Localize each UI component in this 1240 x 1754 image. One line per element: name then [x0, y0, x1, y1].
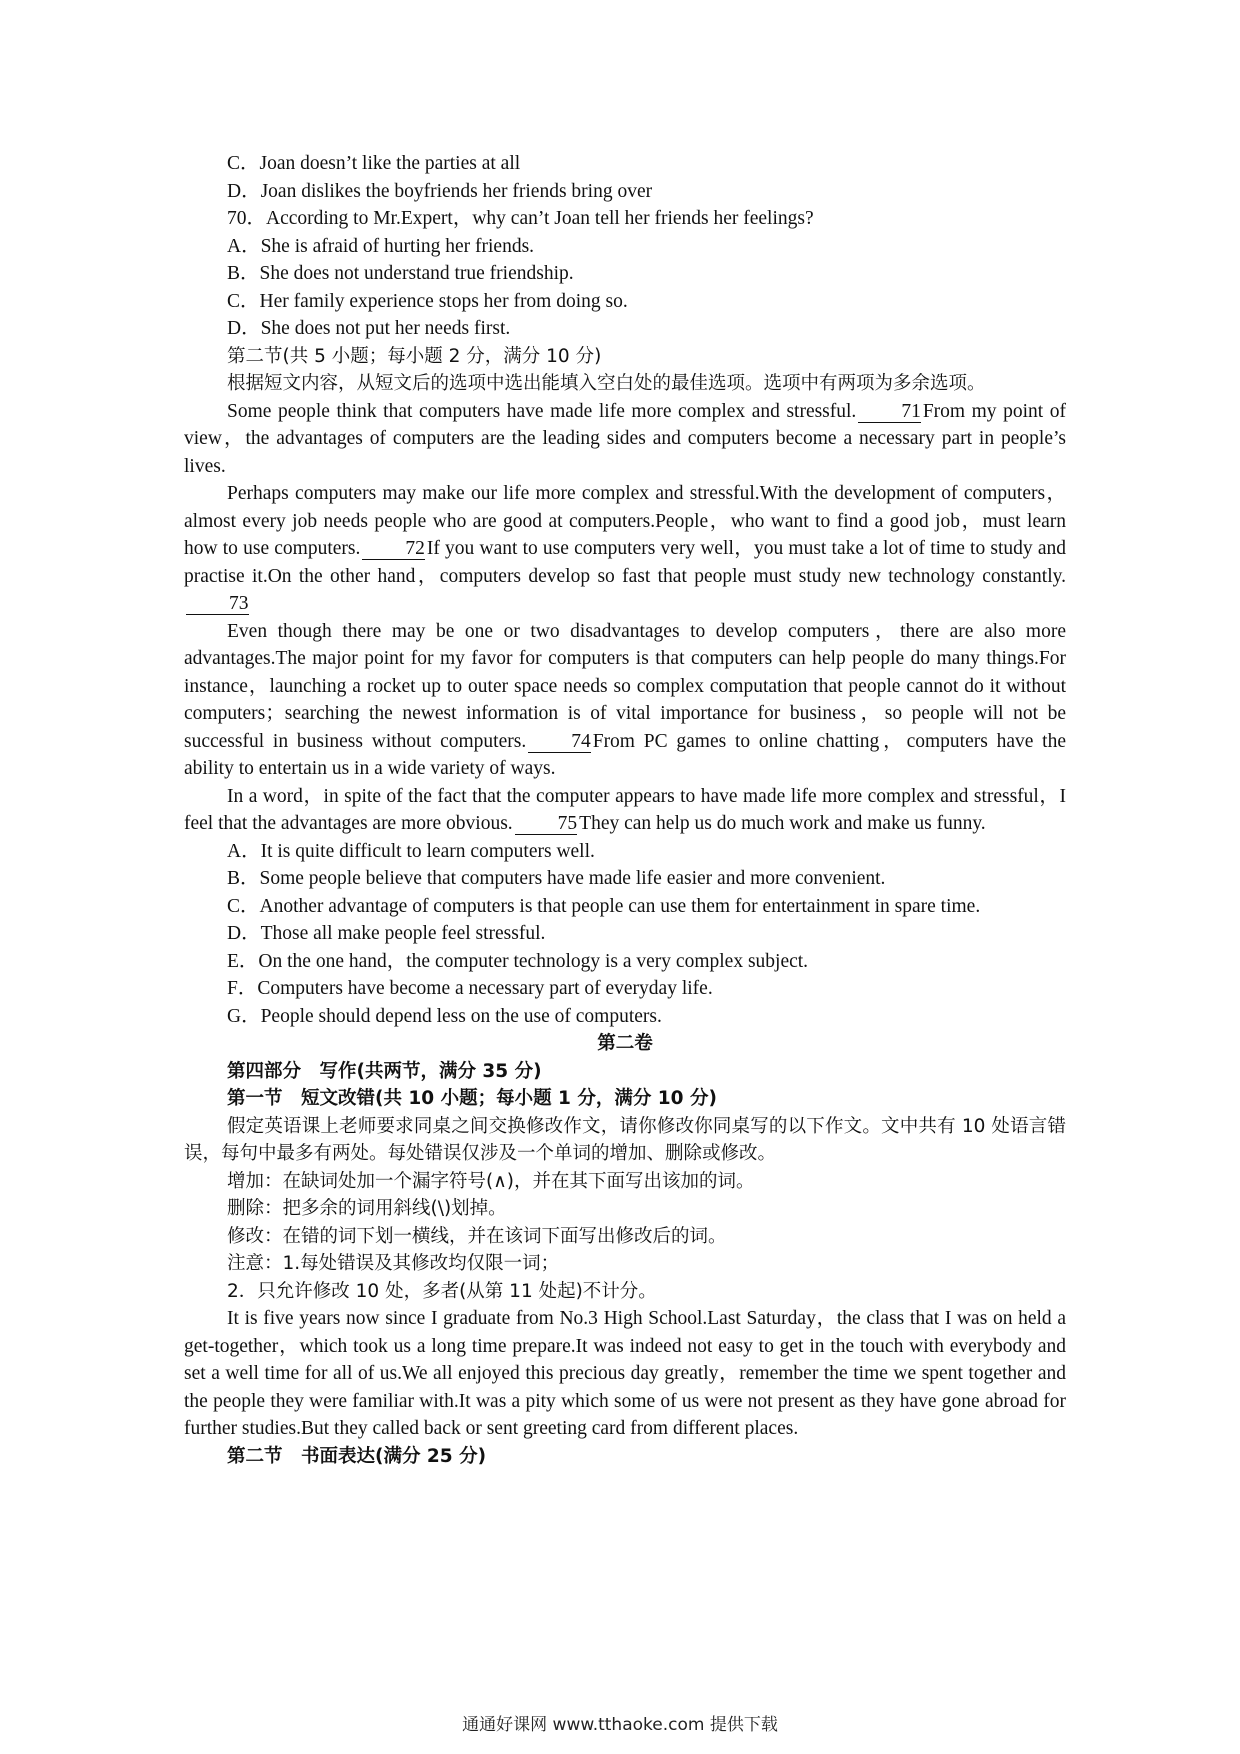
- blank-73: 73: [186, 594, 249, 615]
- volume-2-title: 第二卷: [597, 1033, 653, 1054]
- rule-add: 增加：在缺词处加一个漏字符号(∧)，并在其下面写出该加的词。: [227, 1170, 755, 1192]
- question-70: 70．According to Mr.Expert，why can’t Joan tell her friends her feelings?: [227, 208, 814, 229]
- passage-paragraph-4: [184, 783, 1066, 838]
- choice-option-f: F．Computers have become a necessary part of everyday life.: [227, 978, 713, 999]
- choice-option-a: A．It is quite difficult to learn computers well.: [227, 840, 595, 862]
- section-1-heading: 第一节 短文改错(共 10 小题；每小题 1 分，满分 10 分): [227, 1088, 717, 1109]
- blank-74: 74: [528, 732, 591, 753]
- essay-text: It is five years now since I graduate from No.3 High School.Last Saturday，the class that I was on held a get-together，which took us a long time prepare.It was indeed not easy to get in the touch with everybody and set a well time for all of us.We all enjoyed this precious day greatly，remember the time we spent together and the people they were familiar with.It was a pity which some of us were not present as they have gone abroad for further studies.But they called back or sent greeting card from different places.: [184, 1308, 1066, 1439]
- error-correction-instruction: 假定英语课上老师要求同桌之间交换修改作文，请你修改你同桌写的以下作文。文中共有 10 处语言错误，每句中最多有两处。每处错误仅涉及一个单词的增加、删除或修改。: [184, 1115, 1066, 1164]
- section2-instruction: 根据短文内容，从短文后的选项中选出能填入空白处的最佳选项。选项中有两项为多余选项。: [227, 373, 986, 394]
- page-footer: 通通好课网 www.tthaoke.com 提供下载: [462, 1715, 778, 1735]
- rule-delete: 删除：把多余的词用斜线(\)划掉。: [227, 1198, 507, 1219]
- option-70-c: C．Her family experience stops her from doing so.: [227, 290, 628, 312]
- choice-option-d: D．Those all make people feel stressful.: [227, 923, 546, 944]
- option-70-b: B．She does not understand true friendship.: [227, 263, 574, 284]
- blank-75: 75: [515, 814, 578, 835]
- option-69-d: D．Joan dislikes the boyfriends her friends bring over: [227, 180, 653, 202]
- rule-modify: 修改：在错的词下划一横线，并在该词下面写出修改后的词。: [227, 1225, 727, 1247]
- exam-page: [184, 150, 1066, 1470]
- option-70-a: A．She is afraid of hurting her friends.: [227, 235, 535, 257]
- choice-option-c: C．Another advantage of computers is that people can use them for entertainment in spare time.: [227, 895, 981, 917]
- passage-paragraph-3: [184, 618, 1066, 783]
- passage-text: From my point of view，the advantages of computers are the leading sides and computers become a necessary part in people’s lives.: [184, 400, 1066, 477]
- blank-72: 72: [362, 539, 425, 560]
- passage-text: Perhaps computers may make our life more complex and stressful.With the development of computers，almost every job needs people who are good at computers.People，who want to find a good job，must learn how to use computers.: [184, 483, 1066, 559]
- choice-option-e: E．On the one hand，the computer technology is a very complex subject.: [227, 950, 809, 972]
- passage-paragraph-2: [184, 480, 1066, 618]
- passage-text: Some people think that computers have made life more complex and stressful.: [227, 400, 857, 422]
- option-70-d: D．She does not put her needs first.: [227, 318, 511, 339]
- note-2: 2．只允许修改 10 处，多者(从第 11 处起)不计分。: [227, 1280, 657, 1302]
- note-1: 注意：1.每处错误及其修改均仅限一词；: [227, 1253, 560, 1274]
- choice-option-b: B．Some people believe that computers have made life easier and more convenient.: [227, 868, 886, 889]
- part-4-heading: 第四部分 写作(共两节，满分 35 分): [227, 1060, 542, 1082]
- passage-paragraph-1: [184, 398, 1066, 481]
- passage-text: From PC games to online chatting，computers have the ability to entertain us in a wide variety of ways.: [184, 730, 1066, 779]
- passage-text: In a word，in spite of the fact that the computer appears to have made life more complex and stressful，I feel that the advantages are more obvious.: [184, 785, 1066, 834]
- choice-option-g: G．People should depend less on the use of computers.: [227, 1005, 662, 1027]
- option-69-c: C．Joan doesn’t like the parties at all: [227, 153, 521, 174]
- blank-71: 71: [858, 402, 921, 423]
- section-2-heading: 第二节 书面表达(满分 25 分): [227, 1445, 487, 1467]
- section2-heading: 第二节(共 5 小题；每小题 2 分，满分 10 分): [227, 345, 602, 367]
- passage-text: Even though there may be one or two disadvantages to develop computers，there are also more advantages.The major point for my favor for computers is that computers can help people do many things.For instance，launching a rocket up to outer space needs so complex computation that people cannot do it without computers；searching the newest information is of vital importance for business，so people will not be successful in business without computers.: [184, 620, 1066, 752]
- passage-text: They can help us do much work and make us funny.: [579, 813, 986, 834]
- passage-text: If you want to use computers very well，you must take a lot of time to study and practise it.On the other hand，computers develop so fast that people must study new technology constantly.: [184, 538, 1066, 587]
